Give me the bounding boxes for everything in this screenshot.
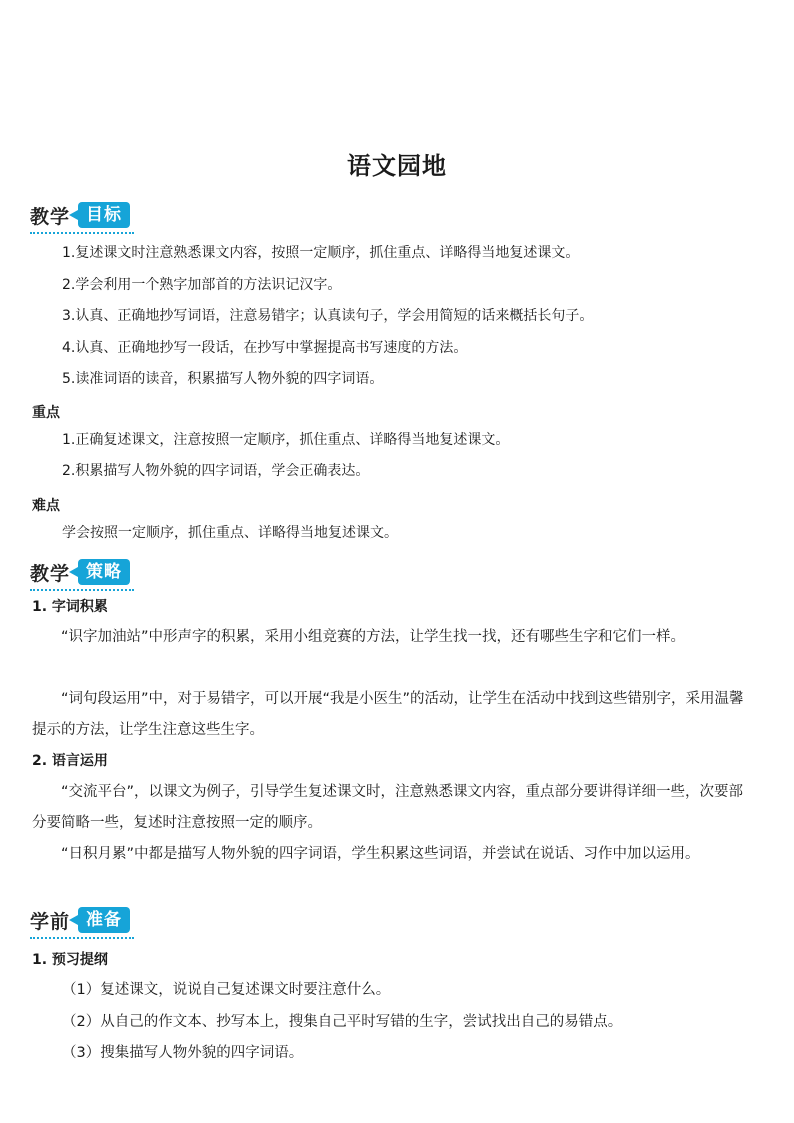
strategy-paragraph: “日积月累”中都是描写人物外貌的四字词语，学生积累这些词语，并尝试在说话、习作中加以运用。	[61, 846, 700, 862]
section-header-goals	[30, 200, 130, 230]
strategy-paragraph: “识字加油站”中形声字的积累，采用小组竞赛的方法，让学生找一找，还有哪些生字和它们一样。	[61, 629, 686, 645]
key-point-item: 1.正确复述课文，注意按照一定顺序，抓住重点、详略得当地复述课文。	[62, 432, 510, 448]
key-points-label: 重点	[32, 405, 60, 421]
section-head-text: 教学	[30, 562, 71, 585]
section-tag: 准备	[78, 907, 130, 933]
difficult-point-text: 学会按照一定顺序，抓住重点、详略得当地复述课文。	[62, 525, 398, 541]
goal-item: 1.复述课文时注意熟悉课文内容，按照一定顺序，抓住重点、详略得当地复述课文。	[62, 245, 580, 261]
section-underline	[30, 937, 134, 939]
goal-item: 5.读准词语的读音，积累描写人物外貌的四字词语。	[62, 371, 384, 387]
strategy-subheading: 1. 字词积累	[32, 599, 108, 615]
section-header-preparation	[30, 905, 130, 935]
strategy-subheading: 2. 语言运用	[32, 753, 108, 769]
goal-item: 2.学会利用一个熟字加部首的方法识记汉字。	[62, 277, 342, 293]
prep-item: （3）搜集描写人物外貌的四字词语。	[62, 1045, 304, 1061]
strategy-paragraph: “词句段运用”中，对于易错字，可以开展“我是小医生”的活动，让学生在活动中找到这些错别字，采用温馨提示的方法，让学生注意这些生字。	[32, 691, 744, 738]
prep-subheading: 1. 预习提纲	[32, 952, 108, 968]
difficult-points-label: 难点	[32, 498, 60, 514]
section-head-text: 学前	[30, 910, 71, 933]
prep-item: （2）从自己的作文本、抄写本上，搜集自己平时写错的生字，尝试找出自己的易错点。	[62, 1014, 623, 1030]
page-title: 语文园地	[347, 152, 447, 180]
section-header-strategy	[30, 557, 130, 587]
section-head-text: 教学	[30, 205, 71, 228]
prep-item: （1）复述课文，说说自己复述课文时要注意什么。	[62, 982, 391, 998]
section-underline	[30, 589, 134, 591]
strategy-paragraph: “交流平台”，以课文为例子，引导学生复述课文时，注意熟悉课文内容，重点部分要讲得详细一些，次要部分要简略一些，复述时注意按照一定的顺序。	[32, 784, 744, 831]
key-point-item: 2.积累描写人物外貌的四字词语，学会正确表达。	[62, 463, 370, 479]
goal-item: 3.认真、正确地抄写词语，注意易错字；认真读句子，学会用简短的话来概括长句子。	[62, 308, 594, 324]
section-tag: 策略	[78, 559, 130, 585]
goal-item: 4.认真、正确地抄写一段话，在抄写中掌握提高书写速度的方法。	[62, 340, 468, 356]
section-underline	[30, 232, 134, 234]
section-tag: 目标	[78, 202, 130, 228]
